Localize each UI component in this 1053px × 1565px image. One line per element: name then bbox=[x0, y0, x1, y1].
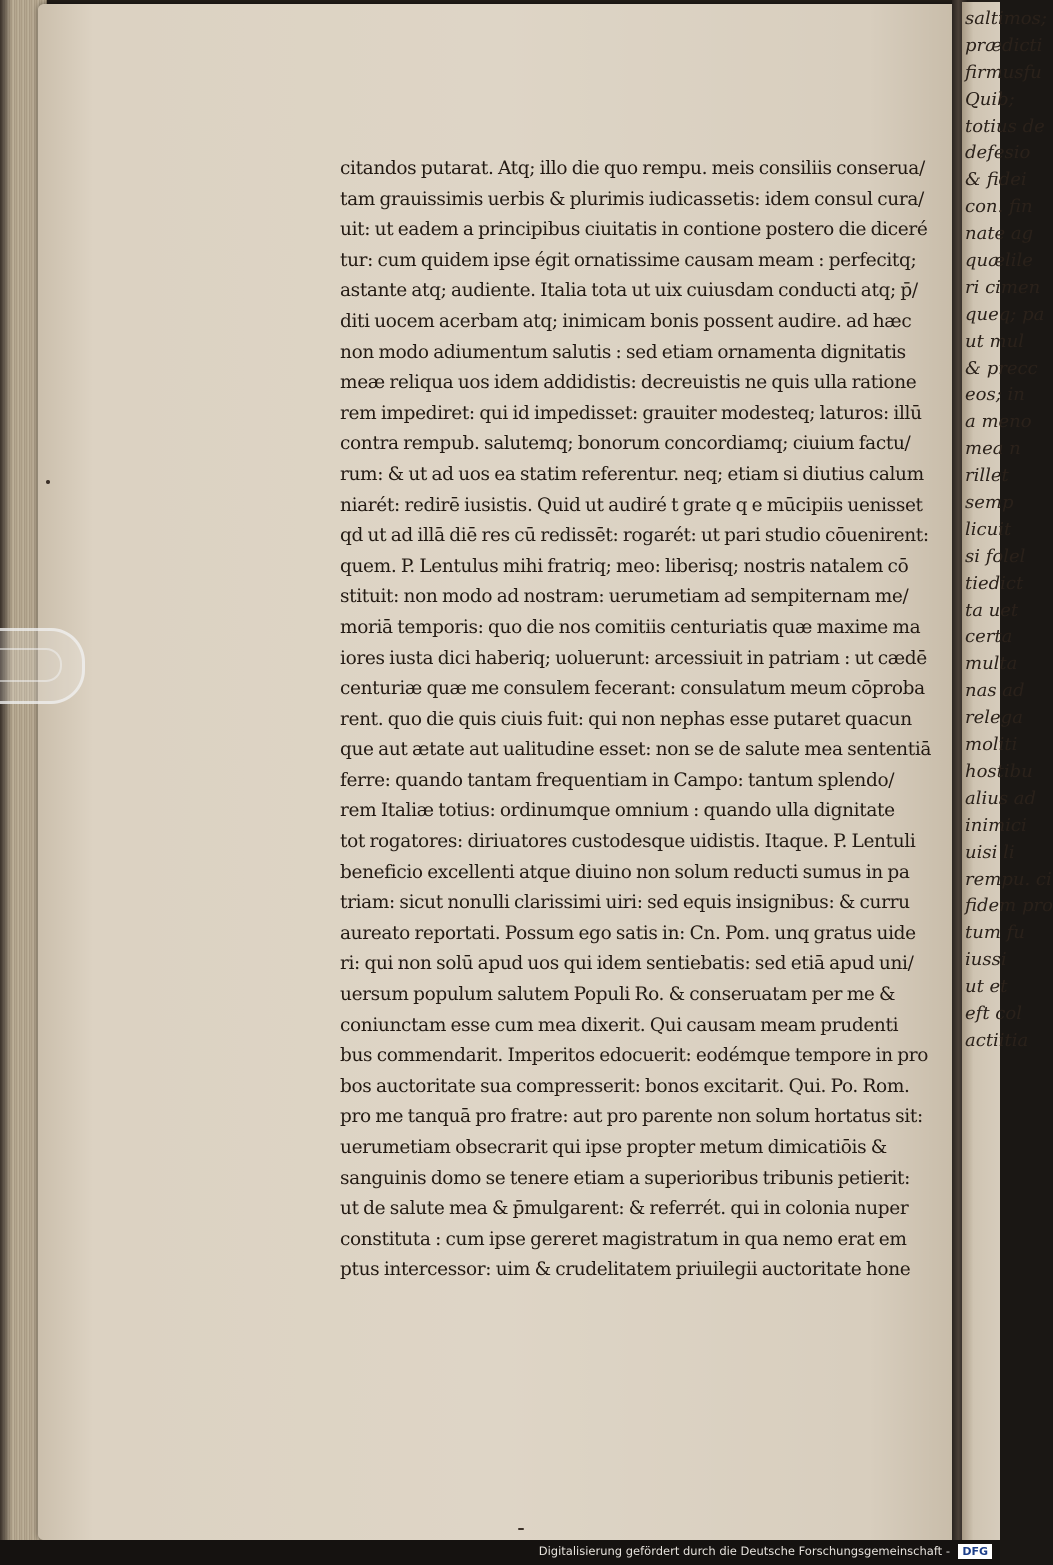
text-line: triam: sicut nonulli clarissimi uiri: sed equis insignibus: & curru bbox=[340, 892, 910, 914]
paper-clip-inner bbox=[0, 648, 62, 682]
facing-page-line: hostibu bbox=[965, 760, 1033, 782]
left-edge-shadow bbox=[0, 0, 12, 1540]
facing-page-line: moliti bbox=[965, 734, 1018, 756]
facing-page-line: relega bbox=[965, 707, 1023, 729]
text-line: non modo adiumentum salutis : sed etiam ornamenta dignitatis bbox=[340, 341, 906, 363]
facing-page-line: ut mul bbox=[965, 330, 1024, 352]
text-line: uersum populum salutem Populi Ro. & conseruatam per me & bbox=[340, 984, 896, 1006]
text-line: rent. quo die quis ciuis fuit: qui non nephas esse putaret quacun bbox=[340, 708, 912, 730]
text-line: ri: qui non solū apud uos qui idem sentiebatis: sed etiā apud uni/ bbox=[340, 953, 914, 975]
text-line: centuriæ quæ me consulem fecerant: consulatum meum cōproba bbox=[340, 678, 925, 700]
text-line: tam grauissimis uerbis & plurimis iudicassetis: idem consul cura/ bbox=[340, 188, 924, 210]
text-line: constituta : cum ipse gereret magistratum in qua nemo erat em bbox=[340, 1228, 907, 1250]
facing-page-line: multa bbox=[965, 653, 1018, 675]
text-line: bos auctoritate sua compresserit: bonos excitarit. Qui. Po. Rom. bbox=[340, 1075, 910, 1097]
facing-page-text bbox=[962, 6, 1053, 1055]
text-line: que aut ætate aut ualitudine esset: non se de salute mea sententiā bbox=[340, 739, 932, 761]
text-line: uerumetiam obsecrarit qui ipse propter metum dimicatiōis & bbox=[340, 1137, 887, 1158]
facing-page-line: ta uet bbox=[965, 599, 1019, 621]
text-line: meæ reliqua uos idem addidistis: decreuistis ne quis ulla ratione bbox=[340, 372, 917, 394]
footer-bar bbox=[0, 1540, 1000, 1565]
facing-page-line: mea n bbox=[965, 438, 1021, 460]
text-line: beneficio excellenti atque diuino non solum reducti sumus in pa bbox=[340, 861, 910, 883]
ink-speck bbox=[46, 480, 50, 484]
text-line: iores iusta dici haberiq; uoluerunt: arcessiuit in patriam : ut cædē bbox=[340, 647, 927, 669]
facing-page-line: eft col bbox=[965, 1002, 1022, 1024]
text-line: moriā temporis: quo die nos comitiis centuriatis quæ maxime ma bbox=[340, 616, 921, 638]
facing-page-line: ut et bbox=[965, 976, 1008, 998]
facing-page-line: eos; in bbox=[965, 384, 1025, 406]
facing-page-edge bbox=[962, 2, 1053, 1540]
facing-page-line: totius de bbox=[965, 115, 1045, 137]
text-line: ut de salute mea & p̄mulgarent: & referrét. qui in colonia nuper bbox=[340, 1198, 909, 1220]
facing-page-line: tum fu bbox=[965, 922, 1025, 944]
text-line: coniunctam esse cum mea dixerit. Qui causam meam prudenti bbox=[340, 1014, 899, 1036]
facing-page-line: rillet bbox=[965, 465, 1009, 487]
text-line: tot rogatores: diriuatores custodesque uidistis. Itaque. P. Lentuli bbox=[340, 831, 916, 853]
facing-page-line: alius ad bbox=[965, 787, 1037, 809]
facing-page-line: queq; pa bbox=[965, 303, 1045, 325]
text-line: ptus intercessor: uim & crudelitatem priuilegii auctoritate hone bbox=[340, 1259, 911, 1281]
facing-page-line: iussi bbox=[965, 949, 1007, 971]
text-line: rum: & ut ad uos ea statim referentur. neq; etiam si diutius calum bbox=[340, 463, 924, 485]
text-line: ferre: quando tantam frequentiam in Campo: tantum splendo/ bbox=[340, 769, 895, 791]
facing-page-line: tiedict bbox=[965, 572, 1024, 594]
facing-page-line: prædicti bbox=[965, 34, 1043, 56]
facing-page-line: ri cimen bbox=[965, 276, 1041, 298]
text-line: niarét: redirē iusistis. Quid ut audiré t grate q e mūcipiis uenisset bbox=[340, 494, 923, 516]
facing-page-line: saltimos; bbox=[965, 8, 1047, 29]
facing-page-line: quælile bbox=[965, 250, 1033, 272]
text-line: contra rempub. salutemq; bonorum concordiamq; ciuium factu/ bbox=[340, 433, 911, 455]
text-line: pro me tanquā pro fratre: aut pro parente non solum hortatus sit: bbox=[340, 1106, 923, 1128]
text-line: citandos putarat. Atq; illo die quo rempu. meis consiliis conserua/ bbox=[340, 158, 925, 179]
facing-page-line: fidem pro bbox=[965, 895, 1053, 917]
facing-page-line: uisi li bbox=[965, 841, 1015, 863]
page-text-block bbox=[340, 154, 932, 1286]
text-line: aureato reportati. Possum ego satis in: Cn. Pom. unq gratus uide bbox=[340, 922, 916, 944]
text-line: uit: ut eadem a principibus ciuitatis in contione postero die diceré bbox=[340, 219, 928, 241]
facing-page-line: rempu. ci bbox=[965, 868, 1052, 890]
dfg-logo[interactable]: DFG bbox=[958, 1544, 992, 1559]
text-line: rem Italiæ totius: ordinumque omnium : quando ulla dignitate bbox=[340, 800, 895, 822]
text-line: astante atq; audiente. Italia tota ut uix cuiusdam conducti atq; p̄/ bbox=[340, 280, 918, 302]
facing-page-line: nate ag bbox=[965, 223, 1034, 245]
facing-page-line: Quib; bbox=[965, 88, 1015, 110]
facing-page-line: certa bbox=[965, 626, 1013, 648]
facing-page-line: & fidei bbox=[965, 169, 1027, 191]
facing-page-line: firmusfu bbox=[965, 61, 1042, 83]
facing-page-line: nas ad bbox=[965, 680, 1025, 702]
facing-page-line: actiitia bbox=[965, 1029, 1029, 1051]
text-line: rem impediret: qui id impedisset: grauiter modesteq; laturos: illū bbox=[340, 402, 922, 424]
facing-page-line: semp bbox=[965, 492, 1014, 514]
text-line: sanguinis domo se tenere etiam a superioribus tribunis petierit: bbox=[340, 1167, 911, 1189]
text-line: qd ut ad illā diē res cū redissēt: rogarét: ut pari studio cōuenirent: bbox=[340, 525, 929, 547]
facing-page-line: defesio bbox=[965, 142, 1031, 164]
text-line: diti uocem acerbam atq; inimicam bonis possent audire. ad hæc bbox=[340, 310, 912, 332]
facing-page-line: a meno bbox=[965, 411, 1032, 433]
text-line: stituit: non modo ad nostram: uerumetiam ad sempiternam me/ bbox=[340, 586, 909, 608]
facing-page-line: si folel bbox=[965, 545, 1026, 567]
dfg-credit: Digitalisierung gefördert durch die Deutsche Forschungsgemeinschaft - bbox=[538, 1544, 950, 1558]
text-line: tur: cum quidem ipse égit ornatissime causam meam : perfecitq; bbox=[340, 249, 917, 271]
facing-page-line: & precc bbox=[965, 357, 1038, 379]
facing-page-line: licuit bbox=[965, 518, 1012, 540]
text-line: quem. P. Lentulus mihi fratriq; meo: liberisq; nostris natalem cō bbox=[340, 555, 909, 577]
facing-page-line: inimici bbox=[965, 814, 1027, 836]
ink-speck bbox=[518, 1528, 524, 1530]
text-line: bus commendarit. Imperitos edocuerit: eodémque tempore in pro bbox=[340, 1045, 928, 1067]
facing-page-line: con. fin bbox=[965, 196, 1033, 218]
